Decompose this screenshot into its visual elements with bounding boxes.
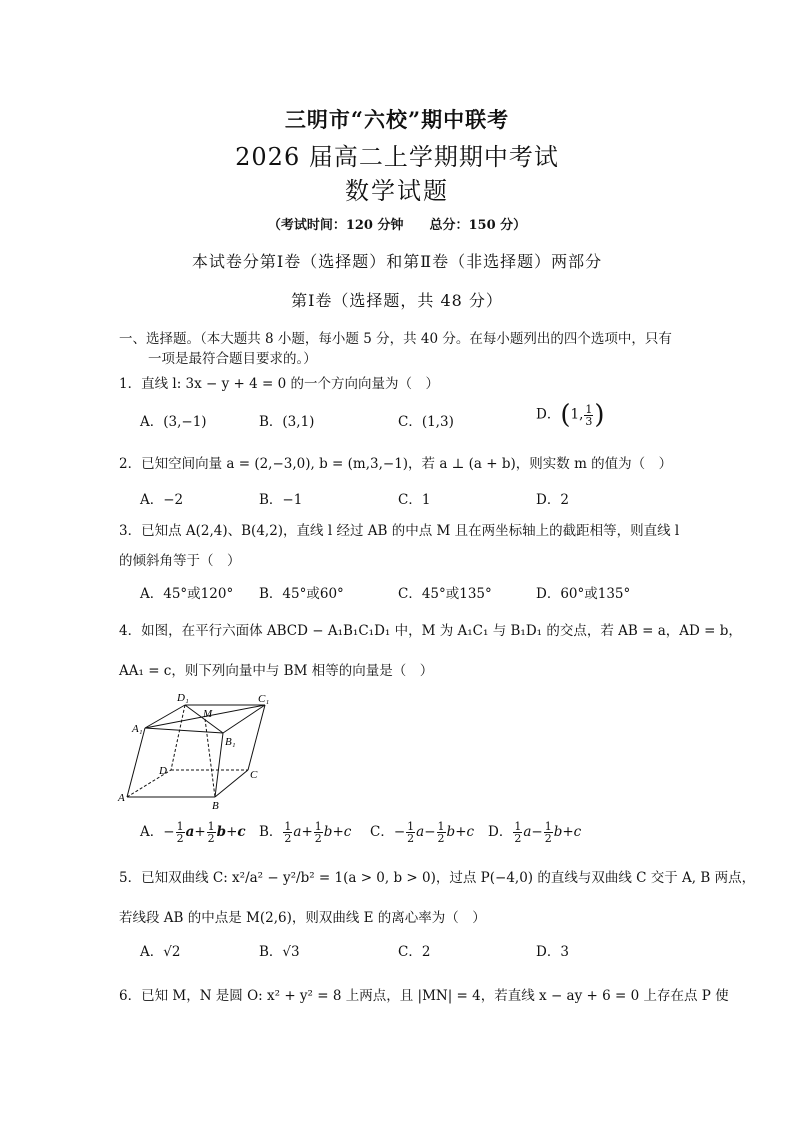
question-3-option-a: A．45°或120° [140,586,234,602]
question-5-option-b: B．√3 [259,944,300,960]
section-heading-line2: 一项是最符合题目要求的。） [148,351,317,367]
question-4-stem-line2: AA₁ = c，则下列向量中与 BM 相等的向量是（ ） [119,663,434,679]
label-d: D [159,765,167,777]
exam-title-line2: 2026 届高二上学期期中考试 [235,143,559,171]
question-2-option-d: D．2 [536,492,569,508]
question-1-option-c: C．(1,3) [398,414,454,430]
question-5-option-c: C．2 [398,944,431,960]
segment-bm [205,719,215,797]
question-4-stem-line1: 4．如图，在平行六面体 ABCD − A₁B₁C₁D₁ 中，M 为 A₁C₁ 与 B₁D₁ 的交点，若 AB = a，AD = b， [119,623,742,639]
question-2-option-b: B．−1 [259,492,303,508]
question-2-option-a: A．−2 [140,492,184,508]
exam-title-line1: 三明市“六校”期中联考 [284,107,510,132]
question-1-option-b: B．(3,1) [259,414,315,430]
exam-title-line3: 数学试题 [345,177,449,205]
question-5-option-a: A．√2 [140,944,181,960]
question-1-stem: 1．直线 l: 3x − y + 4 = 0 的一个方向向量为（ ） [119,376,440,392]
label-c: C [250,769,258,781]
edge-dd1 [171,705,185,770]
question-6-stem: 6．已知 M，N 是圆 O: x² + y² = 8 上两点，且 |MN| = 4，若直线 x − ay + 6 = 0 上存在点 P 使 [119,988,729,1004]
question-4-option-a: A．− $\frac{1}{2}$ a+ $\frac{1}{2}$ b+c [140,820,246,845]
edge-aa1 [127,728,145,797]
question-3-stem-line1: 3．已知点 A(2,4)、B(4,2)，直线 l 经过 AB 的中点 M 且在两坐标轴上的截距相等，则直线 l [119,523,680,539]
label-c1: C₁ [258,693,270,705]
question-3-option-d: D．60°或135° [536,586,631,602]
section-heading-line1: 一、选择题。（本大题共 8 小题，每小题 5 分，共 40 分。在每小题列出的四个选项中，只有 [119,331,672,347]
question-1-option-d: D．(1, $\frac{1}{3}$ ) [536,400,605,430]
question-4-option-d: D． $\frac{1}{2}$ a− $\frac{1}{2}$ b+c [488,820,582,845]
question-3-option-c: C．45°或135° [398,586,492,602]
label-d1: D₁ [177,692,189,704]
question-2-stem: 2．已知空间向量 a = (2,−3,0), b = (m,3,−1)，若 a ⊥ (a + b)，则实数 m 的值为（ ） [119,456,673,472]
question-3-stem-line2: 的倾斜角等于（ ） [119,553,241,569]
question-2-option-c: C．1 [398,492,431,508]
label-b: B [212,800,219,810]
exam-info: （考试时间：120 分钟 总分：150 分） [267,218,527,233]
edge-bc [215,770,248,797]
label-b1: B₁ [225,736,236,748]
label-a: A [118,792,125,804]
edge-bb1 [215,733,223,797]
question-5-option-d: D．3 [536,944,569,960]
part-title: 第Ⅰ卷（选择题，共 48 分） [291,291,503,310]
question-5-stem-line1: 5．已知双曲线 C: x²/a² − y²/b² = 1(a > 0, b > 0)，过点 P(−4,0) 的直线与双曲线 C 交于 A, B 两点， [119,870,756,886]
parallelepiped-figure [115,690,285,810]
question-4-option-b: B． $\frac{1}{2}$ a+ $\frac{1}{2}$ b+c [259,820,352,845]
question-1-option-a: A．(3,−1) [140,414,207,430]
structure-note: 本试卷分第Ⅰ卷（选择题）和第Ⅱ卷（非选择题）两部分 [191,252,603,271]
question-3-option-b: B．45°或60° [259,586,344,602]
label-a1: A₁ [132,723,143,735]
label-m: M [203,708,213,720]
question-5-stem-line2: 若线段 AB 的中点是 M(2,6)，则双曲线 E 的离心率为（ ） [119,910,486,926]
edge-a1b1 [145,728,223,733]
question-4-option-c: C．− $\frac{1}{2}$ a− $\frac{1}{2}$ b+c [370,820,475,845]
